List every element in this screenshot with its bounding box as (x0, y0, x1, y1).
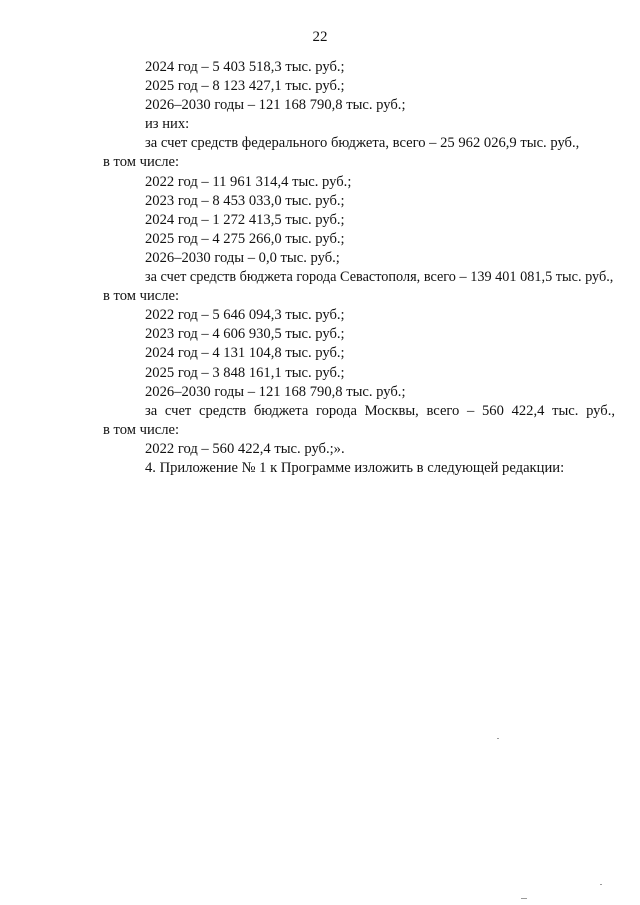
scan-speck (600, 884, 602, 885)
text-line: 2024 год – 1 272 413,5 тыс. руб.; (145, 211, 345, 228)
text-line: 2022 год – 5 646 094,3 тыс. руб.; (145, 307, 345, 324)
text-line: 2025 год – 3 848 161,1 тыс. руб.; (145, 364, 345, 381)
text-line: 2025 год – 4 275 266,0 тыс. руб.; (145, 230, 345, 247)
text-line: 2026–2030 годы – 0,0 тыс. руб.; (145, 249, 340, 266)
continuation-line: в том числе: (103, 288, 180, 305)
text-line: 4. Приложение № 1 к Программе изложить в следующей редакции: (145, 459, 565, 476)
text-line: из них: (145, 116, 190, 133)
text-line: 2024 год – 4 131 104,8 тыс. руб.; (145, 345, 345, 362)
text-line: 2022 год – 560 422,4 тыс. руб.;». (145, 440, 345, 457)
text-line: 2026–2030 годы – 121 168 790,8 тыс. руб.; (145, 383, 406, 400)
text-line: 2023 год – 4 606 930,5 тыс. руб.; (145, 326, 345, 343)
continuation-line: в том числе: (103, 421, 180, 438)
scan-speck (497, 738, 499, 739)
text-line: 2023 год – 8 453 033,0 тыс. руб.; (145, 192, 345, 209)
document-body (103, 58, 615, 478)
continuation-line: в том числе: (103, 154, 180, 171)
text-line: за счет средств федерального бюджета, всего – 25 962 026,9 тыс. руб., (145, 135, 580, 152)
page-number: 22 (312, 29, 328, 45)
text-line: за счет средств бюджета города Севастополя, всего – 139 401 081,5 тыс. руб., (145, 269, 614, 286)
text-line: за счет средств бюджета города Москвы, всего – 560 422,4 тыс. руб., (145, 402, 615, 419)
text-line: 2024 год – 5 403 518,3 тыс. руб.; (145, 59, 345, 75)
text-line: 2022 год – 11 961 314,4 тыс. руб.; (145, 173, 352, 190)
text-line: 2025 год – 8 123 427,1 тыс. руб.; (145, 78, 345, 95)
text-line: 2026–2030 годы – 121 168 790,8 тыс. руб.; (145, 97, 406, 114)
scan-speck (521, 898, 527, 899)
